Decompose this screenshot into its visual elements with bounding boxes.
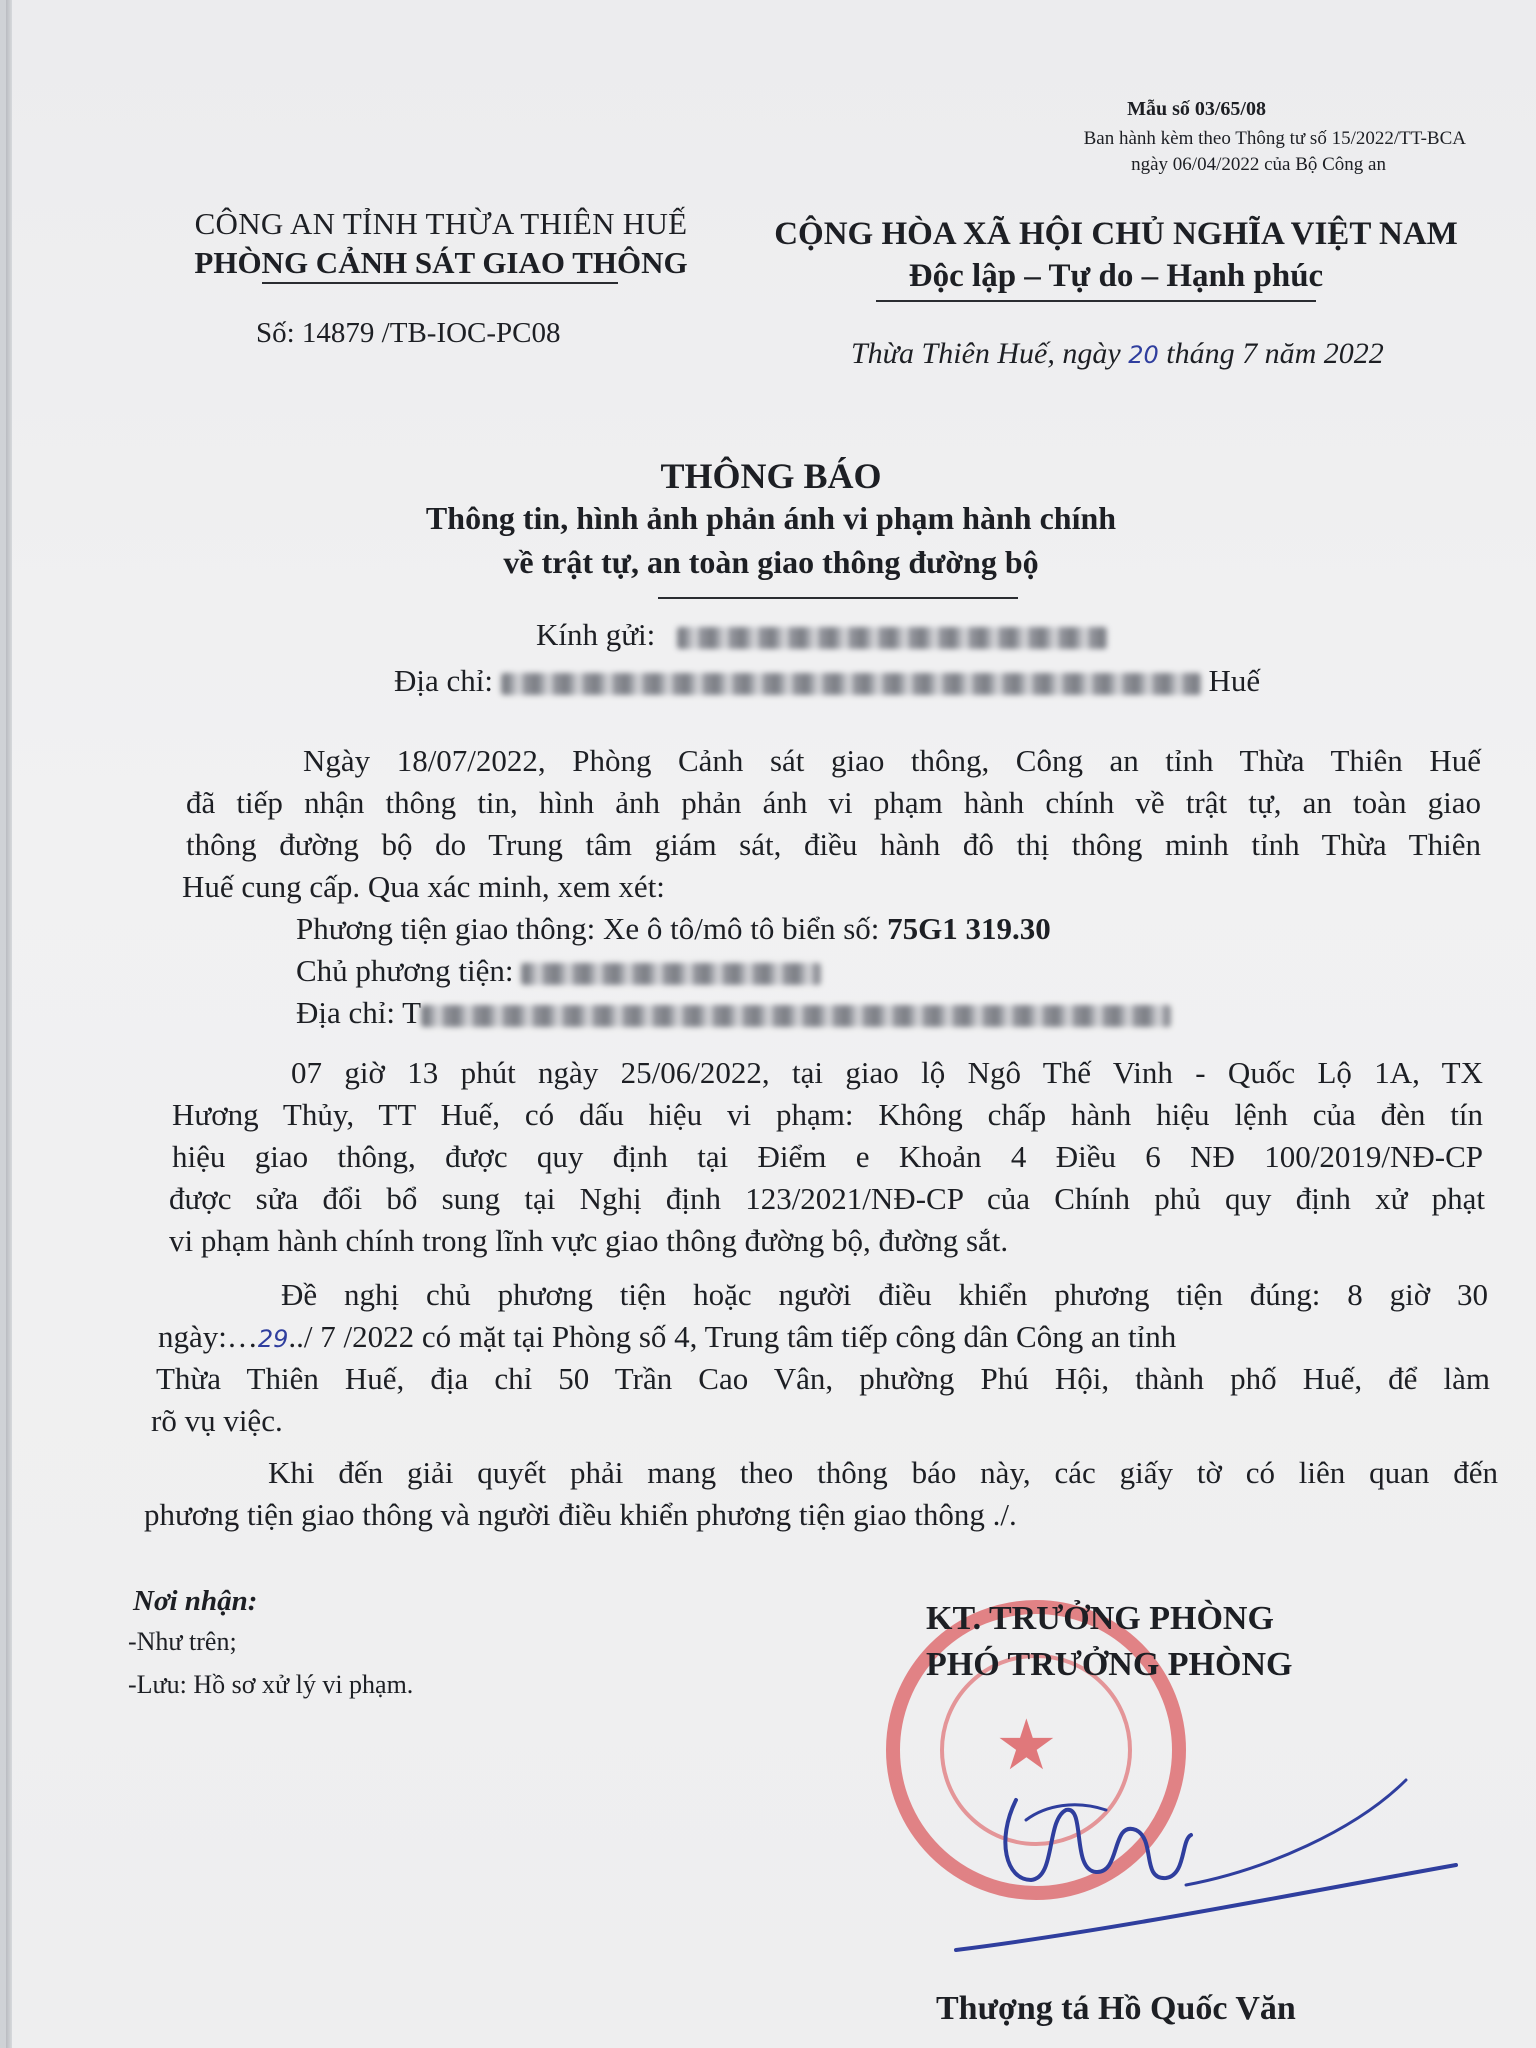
vehicle-plate: 75G1 319.30 xyxy=(887,911,1051,946)
recipients-label: Nơi nhận: xyxy=(133,1585,258,1617)
agency-parent: CÔNG AN TỈNH THỪA THIÊN HUẾ xyxy=(194,206,688,241)
owner-address-line xyxy=(296,995,1171,1031)
form-issued-date: ngày 06/04/2022 của Bộ Công an xyxy=(1131,154,1386,175)
recipient-line xyxy=(536,617,1107,653)
recipient-label: Kính gửi: xyxy=(536,617,656,652)
signer-name: Thượng tá Hồ Quốc Văn xyxy=(936,1990,1296,2027)
date-suffix: tháng 7 năm 2022 xyxy=(1158,337,1384,370)
paragraph-3-line-2 xyxy=(158,1319,1176,1355)
recipient-item-2: -Lưu: Hồ sơ xử lý vi phạm. xyxy=(128,1670,414,1699)
signature-title-1: KT. TRƯỞNG PHÒNG xyxy=(926,1600,1274,1637)
nation-title: CỘNG HÒA XÃ HỘI CHỦ NGHĨA VIỆT NAM xyxy=(774,216,1458,252)
agency-underline xyxy=(262,282,618,284)
recipient-item-1: -Như trên; xyxy=(128,1627,237,1656)
form-issued-with: Ban hành kèm theo Thông tư số 15/2022/TT-BCA xyxy=(1083,128,1466,149)
document-page xyxy=(6,0,1536,2048)
notice-subtitle-1: Thông tin, hình ảnh phản ánh vi phạm hành chính xyxy=(425,500,1117,536)
redacted-recipient-name xyxy=(677,627,1107,649)
notice-title: THÔNG BÁO xyxy=(660,456,882,496)
national-motto: Độc lập – Tự do – Hạnh phúc xyxy=(908,258,1324,294)
paragraph-3-line-4: rõ vụ việc. xyxy=(151,1403,283,1438)
paragraph-1-line-3: thông đường bộ do Trung tâm giám sát, điều hành đô thị thông minh tỉnh Thừa Thiên xyxy=(186,827,1481,862)
redacted-recipient-address xyxy=(501,673,1201,695)
appointment-suffix: ../ 7 /2022 có mặt tại Phòng số 4, Trung tâm tiếp công dân Công an tỉnh xyxy=(288,1319,1177,1354)
recipient-address-tail: Huế xyxy=(1208,663,1261,698)
paragraph-2-line-3: hiệu giao thông, được quy định tại Điểm e Khoản 4 Điều 6 NĐ 100/2019/NĐ-CP xyxy=(172,1139,1483,1174)
paragraph-4-line-2: phương tiện giao thông và người điều khiển phương tiện giao thông ./. xyxy=(144,1497,1017,1532)
motto-underline xyxy=(876,300,1316,302)
paragraph-1-line-4: Huế cung cấp. Qua xác minh, xem xét: xyxy=(182,869,665,904)
paragraph-2-line-5: vi phạm hành chính trong lĩnh vực giao thông đường bộ, đường sắt. xyxy=(169,1223,1009,1258)
redacted-owner-address xyxy=(421,1005,1171,1027)
owner-address-label: Địa chỉ: T xyxy=(296,995,422,1030)
date-prefix: Thừa Thiên Huế, ngày xyxy=(851,337,1129,370)
notice-subtitle-2: về trật tự, an toàn giao thông đường bộ xyxy=(503,544,1039,580)
paragraph-3-line-1: Đề nghị chủ phương tiện hoặc người điều khiển phương tiện đúng: 8 giờ 30 xyxy=(281,1277,1488,1312)
redacted-owner-name xyxy=(521,963,821,985)
document-number: Số: 14879 /TB-IOC-PC08 xyxy=(256,317,561,349)
owner-line xyxy=(296,953,821,989)
paragraph-2-line-1: 07 giờ 13 phút ngày 25/06/2022, tại giao lộ Ngô Thế Vinh - Quốc Lộ 1A, TX xyxy=(291,1055,1483,1090)
date-line xyxy=(851,337,1384,371)
appointment-prefix: ngày:… xyxy=(158,1319,258,1354)
recipient-address-line xyxy=(394,663,1260,699)
appointment-day-handwritten: 29 xyxy=(257,1325,289,1353)
date-day-handwritten: 20 xyxy=(1128,341,1159,369)
paragraph-4-line-1: Khi đến giải quyết phải mang theo thông báo này, các giấy tờ có liên quan đến xyxy=(268,1455,1498,1490)
signature-title-2: PHÓ TRƯỞNG PHÒNG xyxy=(926,1646,1293,1683)
paragraph-2-line-2: Hương Thủy, TT Huế, có dấu hiệu vi phạm: Không chấp hành hiệu lệnh của đèn tín xyxy=(172,1097,1483,1132)
vehicle-line xyxy=(296,911,1051,947)
paragraph-1-line-1: Ngày 18/07/2022, Phòng Cảnh sát giao thông, Công an tỉnh Thừa Thiên Huế xyxy=(303,743,1481,778)
recipient-address-label: Địa chỉ: xyxy=(394,663,493,698)
vehicle-label: Phương tiện giao thông: Xe ô tô/mô tô biển số: xyxy=(296,911,888,946)
page-edge xyxy=(6,0,12,2048)
owner-label: Chủ phương tiện: xyxy=(296,953,514,988)
paragraph-1-line-2: đã tiếp nhận thông tin, hình ảnh phản ánh vi phạm hành chính về trật tự, an toàn giao xyxy=(186,785,1481,820)
form-number: Mẫu số 03/65/08 xyxy=(1127,98,1266,120)
paragraph-3-line-3: Thừa Thiên Huế, địa chỉ 50 Trần Cao Vân, phường Phú Hội, thành phố Huế, để làm xyxy=(156,1361,1490,1396)
title-underline xyxy=(658,597,1018,599)
handwritten-signature xyxy=(936,1760,1496,1960)
paragraph-2-line-4: được sửa đổi bổ sung tại Nghị định 123/2021/NĐ-CP của Chính phủ quy định xử phạt xyxy=(169,1181,1485,1216)
seal-star-icon: ★ xyxy=(995,1704,1058,1786)
agency-name: PHÒNG CẢNH SÁT GIAO THÔNG xyxy=(194,245,688,280)
